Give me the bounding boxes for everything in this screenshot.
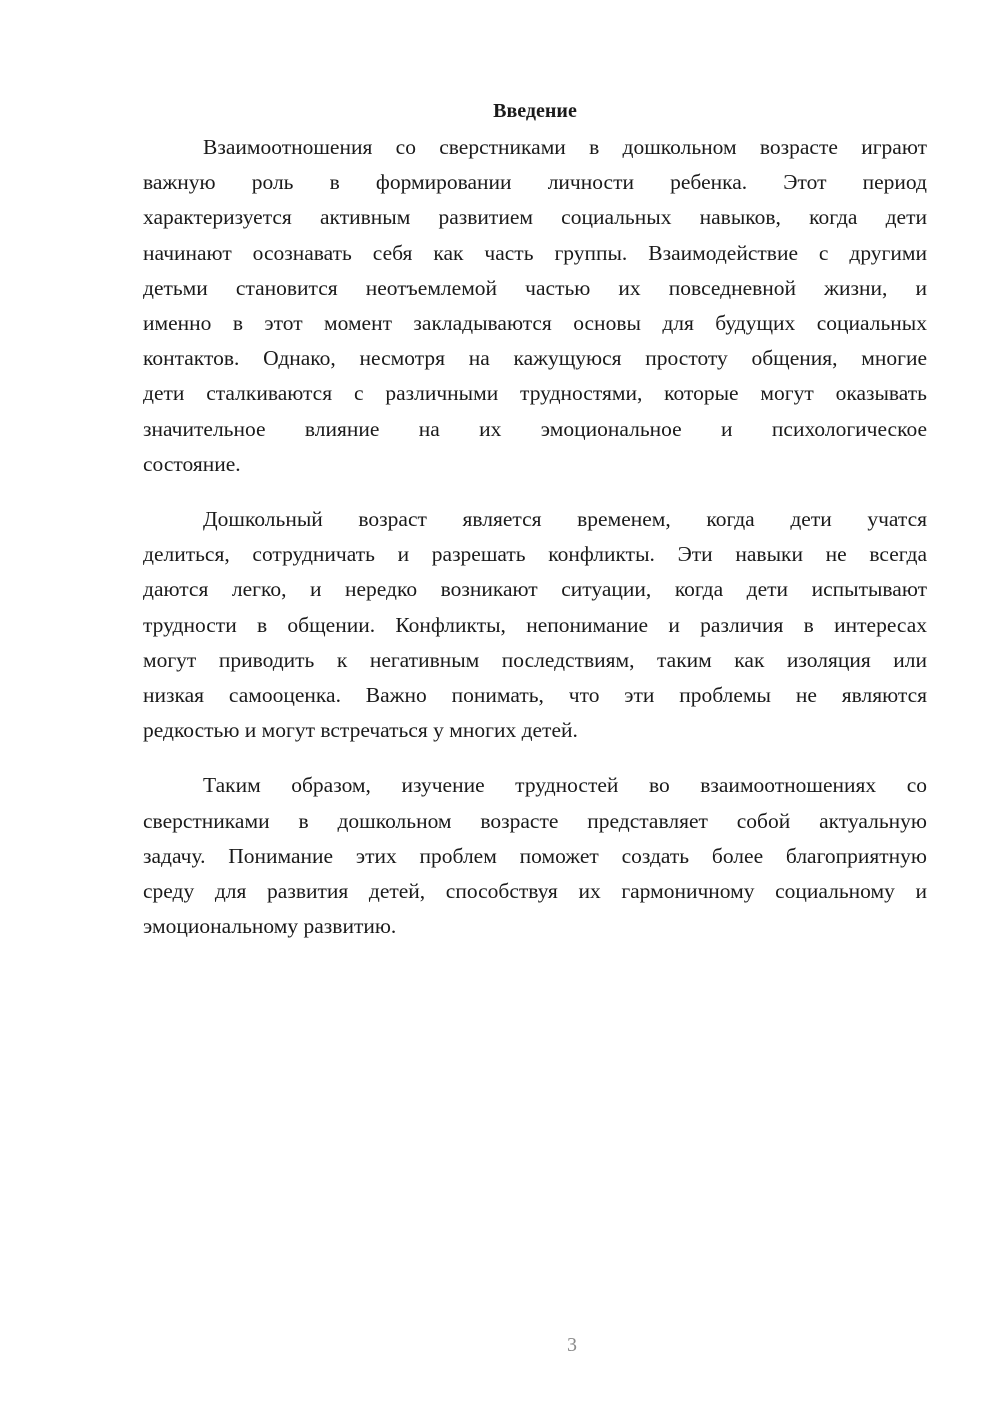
paragraph-line: среду для развития детей, способствуя их гармоничному социальному и (143, 879, 927, 904)
paragraph-line: могут приводить к негативным последствиям, таким как изоляция или (143, 647, 927, 672)
section-title: Введение (493, 100, 577, 122)
paragraph-line: редкостью и могут встречаться у многих детей. (143, 718, 578, 743)
page-number: 3 (567, 1334, 577, 1356)
paragraph-line: важную роль в формировании личности ребенка. Этот период (143, 170, 927, 195)
paragraph-line: низкая самооценка. Важно понимать, что эти проблемы не являются (143, 683, 927, 708)
paragraph-line: начинают осознавать себя как часть группы. Взаимодействие с другими (143, 240, 927, 265)
paragraph-line: Таким образом, изучение трудностей во взаимоотношениях со (203, 773, 927, 798)
paragraph-line: состояние. (143, 451, 241, 476)
paragraph-line: дети сталкиваются с различными трудностями, которые могут оказывать (143, 381, 927, 406)
paragraph-line: задачу. Понимание этих проблем поможет создать более благоприятную (143, 843, 927, 868)
paragraph-2 (143, 502, 927, 748)
paragraph-line: трудности в общении. Конфликты, непонимание и различия в интересах (143, 612, 927, 637)
paragraph-line: Взаимоотношения со сверстниками в дошкольном возрасте играют (203, 135, 927, 159)
paragraph-line: сверстниками в дошкольном возрасте представляет собой актуальную (143, 808, 927, 833)
paragraph-line: контактов. Однако, несмотря на кажущуюся простоту общения, многие (143, 346, 927, 371)
paragraph-line: значительное влияние на их эмоциональное и психологическое (143, 416, 927, 441)
paragraph-line: эмоциональному развитию. (143, 914, 397, 939)
paragraph-line: детьми становится неотъемлемой частью их повседневной жизни, и (143, 275, 927, 300)
paragraph-line: Дошкольный возраст является временем, когда дети учатся (203, 507, 927, 532)
paragraph-line: даются легко, и нередко возникают ситуации, когда дети испытывают (143, 577, 927, 602)
page-content (143, 96, 927, 964)
paragraph-1 (143, 130, 927, 482)
paragraph-line: делиться, сотрудничать и разрешать конфликты. Эти навыки не всегда (143, 542, 927, 567)
paragraph-line: именно в этот момент закладываются основы для будущих социальных (143, 311, 927, 336)
paragraph-3 (143, 768, 927, 944)
paragraph-line: характеризуется активным развитием социальных навыков, когда дети (143, 205, 927, 230)
